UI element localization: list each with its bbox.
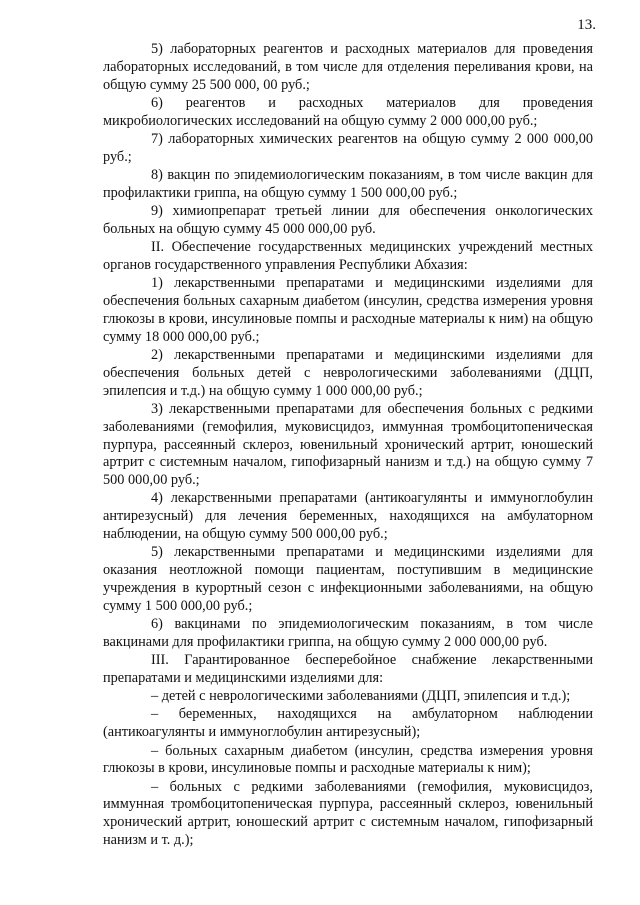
paragraph-diabetes: 1) лекарственными препаратами и медицинскими изделиями для обеспечения больных сахарным диабетом (инсулин, средства измерения уровня глюкозы в крови, инсулиновые помпы и расходные материалы к ним) на общую сумму 18 000 000,00 руб.; bbox=[103, 275, 593, 345]
paragraph-microbiology-reagents: 6) реагентов и расходных материалов для проведения микробиологических исследований на общую сумму 2 000 000,00 руб.; bbox=[103, 94, 593, 129]
list-item-children: – детей с неврологическими заболеваниями (ДЦП, эпилепсия и т.д.); bbox=[151, 688, 571, 705]
paragraph-chemotherapy: 9) химиопрепарат третьей линии для обеспечения онкологических больных на общую сумму 45 000 000,00 руб. bbox=[103, 203, 593, 237]
paragraph-emergency-care: 5) лекарственными препаратами и медицинскими изделиями для оказания неотложной помощи пациентам, поступившим в медицинские учреждения в курортный сезон с инфекционными заболеваниями, на общую сумму 1 500 000,00 руб.; bbox=[103, 544, 593, 614]
paragraph-vaccines: 8) вакцин по эпидемиологическим показаниям, в том числе вакцин для профилактики гриппа, на общую сумму 1 500 000,00 руб.; bbox=[103, 167, 593, 201]
section-heading-ii: II. Обеспечение государственных медицинских учреждений местных органов государственного управления Республики Абхазия: bbox=[103, 239, 593, 274]
page-number: 13. bbox=[577, 17, 596, 33]
paragraph-rare-diseases: 3) лекарственными препаратами для обеспечения больных с редкими заболеваниями (гемофилия, муковисцидоз, иммунная тромбоцитопеническая пурпура, рассеянный склероз, ювенильный хронический артрит, юношеский артрит с системным началом, гипофизарный нанизм и т.д.) на общую сумму 7 500 000,00 руб.; bbox=[103, 400, 593, 489]
paragraph-neurological-children: 2) лекарственными препаратами и медицинскими изделиями для обеспечения больных детей с неврологическими заболеваниями (ДЦП, эпилепсия и т.д.) на общую сумму 1 000 000,00 руб.; bbox=[103, 347, 593, 399]
paragraph-pregnant: 4) лекарственными препаратами (антикоагулянты и иммуноглобулин антирезусный) для лечения беременных, находящихся на амбулаторном наблюдении, на общую сумму 500 000,00 руб.; bbox=[103, 490, 593, 543]
paragraph-lab-reagents: 5) лабораторных реагентов и расходных материалов для проведения лабораторных исследований, в том числе для отделения переливания крови, на общую сумму 25 500 000, 00 руб.; bbox=[103, 41, 593, 93]
list-item-pregnant: – беременных, находящихся на амбулаторном наблюдении (антикоагулянты и иммуноглобулин антирезусный); bbox=[103, 706, 593, 741]
document-body bbox=[103, 41, 593, 850]
list-item-diabetes: – больных сахарным диабетом (инсулин, средства измерения уровня глюкозы в крови, инсулиновые помпы и расходные материалы к ним); bbox=[103, 742, 593, 777]
list-item-rare-diseases: – больных с редкими заболеваниями (гемофилия, муковисцидоз, иммунная тромбоцитопеническая пурпура, рассеянный склероз, ювенильный хронический артрит, юношеский артрит с системным началом, гипофизарный нанизм и т. д.); bbox=[103, 778, 593, 849]
paragraph-vaccines-flu: 6) вакцинами по эпидемиологическим показаниям, в том числе вакцинами для профилактики гриппа, на общую сумму 2 000 000,00 руб. bbox=[103, 616, 593, 650]
section-heading-iii: III. Гарантированное бесперебойное снабжение лекарственными препаратами и медицинскими изделиями для: bbox=[103, 652, 593, 686]
paragraph-chemical-reagents: 7) лабораторных химических реагентов на общую сумму 2 000 000,00 руб.; bbox=[103, 130, 593, 165]
